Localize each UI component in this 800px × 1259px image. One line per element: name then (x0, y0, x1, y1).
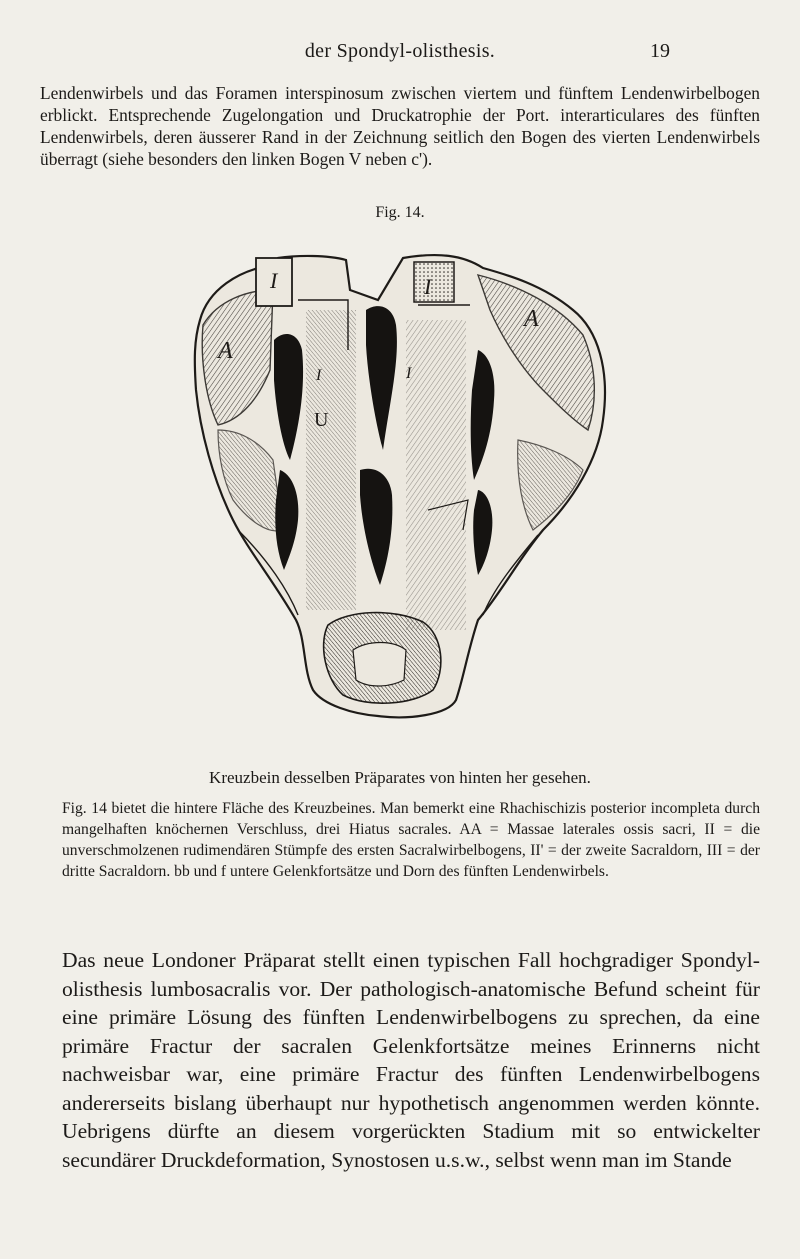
figure-caption: Fig. 14 bietet die hintere Fläche des Kreuzbeines. Man bemerkt eine Rhachischizis posterior incompleta durch mangelhaften knöchernen Verschluss, drei Hiatus sacrales. AA = Massae laterales ossis sacri, II = die unverschmolzenen rudimendären Stümpfe des ersten Sacralwirbelbogens, II' = der zweite Sacraldorn, III = der dritte Sacraldorn. bb und f untere Gelenkfortsätze und Dorn des fünften Lendenwirbels. (62, 800, 760, 880)
label-left-A: A (218, 338, 233, 364)
body-paragraph: Das neue Londoner Präparat stellt einen typischen Fall hochgradiger Spondyl-olisthesis lumbosacralis vor. Der pathologisch-anatomische Befund scheint für eine primäre Lösung des fünften Lendenwirbelbogens zu sprechen, da eine primäre Fractur der sacralen Gelenkfortsätze meines Erinnerns nicht nachweisbar war, eine primäre Fractur des fünften Lendenwirbelbogens andererseits bislang überhaupt nur hypothetisch angenommen werden könnte. Uebrigens dürfte an diesem vorgerückten Stadium mit so entwickelter secundärer Druckdeformation, Synostosen u.s.w., selbst wenn man im Stande (62, 948, 760, 1172)
figure-title: Kreuzbein desselben Präparates von hinten her gesehen. (209, 768, 591, 787)
label-inner-left-I: I (316, 367, 322, 384)
label-right-A: A (524, 306, 539, 332)
label-center-u: U (314, 409, 329, 431)
label-inner-right-I: I (406, 365, 412, 382)
label-top-left-I: I (270, 268, 278, 293)
label-top-mid-I: I (424, 274, 432, 299)
sacrum-illustration (178, 230, 618, 750)
intro-paragraph: Lendenwirbels und das Foramen interspinosum zwischen viertem und fünftem Lendenwirbelbogen erblickt. Entsprechende Zugelongation und Druckatrophie der Port. interarticulares des fünften Lendenwirbels, deren äusserer Rand in der Zeichnung seitlich den Bogen des vierten Lendenwirbels überragt (siehe besonders den linken Bogen V neben c'). (40, 83, 760, 169)
running-title: der Spondyl-olisthesis. (304, 40, 496, 62)
page-header (0, 40, 800, 70)
figure-label: Fig. 14. (375, 204, 425, 221)
page-number: 19 (650, 40, 670, 62)
